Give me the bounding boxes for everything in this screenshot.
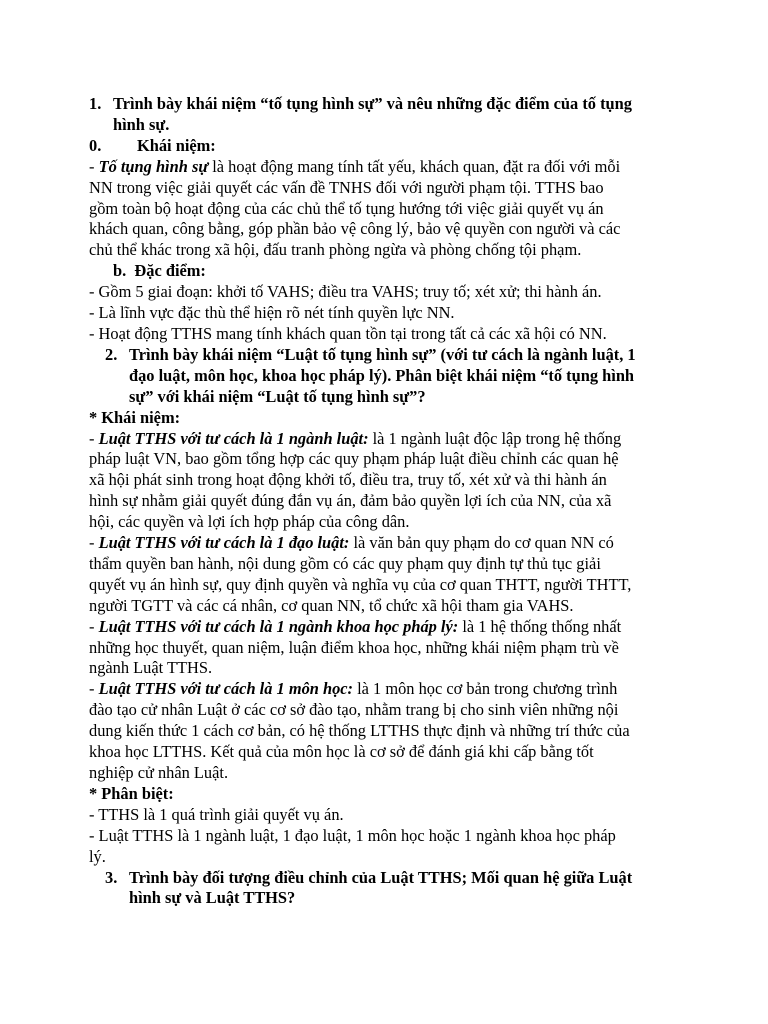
law-as-statute-line-3: quyết vụ án hình sự, quy định quyền và nghĩa vụ của cơ quan THTT, người THTT, xyxy=(89,574,632,594)
section-features-number: b. xyxy=(113,261,127,281)
question-1-text-line-1: Trình bày khái niệm “tố tụng hình sự” và nêu những đặc điểm của tố tụng xyxy=(113,94,632,113)
law-as-branch-line-5: hội, các quyền và lợi ích hợp pháp của công dân. xyxy=(89,512,410,532)
dash: - xyxy=(89,533,99,553)
definition-line-5: chủ thể khác trong xã hội, đấu tranh phòng ngừa và phòng chống tội phạm. xyxy=(89,240,582,260)
law-as-subject-text: là 1 môn học cơ bản trong chương trình xyxy=(353,679,618,699)
section-concept-title: Khái niệm: xyxy=(137,135,216,155)
law-as-branch-line-4: hình sự nhằm giải quyết đúng đắn vụ án, đảm bảo quyền lợi ích của NN, của xã xyxy=(89,491,612,511)
question-3-heading xyxy=(89,868,689,889)
law-as-branch-line-3: xã hội phát sinh trong hoạt động khởi tố, điều tra, truy tố, xét xử và thi hành án xyxy=(89,470,607,490)
law-as-branch-line-1 xyxy=(89,429,689,450)
feature-item-2: - Là lĩnh vực đặc thù thể hiện rõ nét tính quyền lực NN. xyxy=(89,303,455,323)
question-2-text-line-1: Trình bày khái niệm “Luật tố tụng hình sự” (với tư cách là ngành luật, 1 xyxy=(129,344,636,364)
law-as-subject-line-2: đào tạo cử nhân Luật ở các cơ sở đào tạo, nhằm trang bị cho sinh viên những nội xyxy=(89,700,619,720)
definition-line-3: gồm toàn bộ hoạt động của các chủ thể tố tụng hướng tới việc giải quyết vụ án xyxy=(89,198,604,218)
definition-text: là hoạt động mang tính tất yếu, khách quan, đặt ra đối với mỗi xyxy=(208,156,621,176)
question-3-text-line-1: Trình bày đối tượng điều chỉnh của Luật TTHS; Mối quan hệ giữa Luật xyxy=(129,867,633,887)
distinction-line-3: lý. xyxy=(89,846,106,866)
definition-term: Tố tụng hình sự xyxy=(98,156,209,176)
question-3-text-line-2: hình sự và Luật TTHS? xyxy=(129,888,296,908)
distinction-line-2: - Luật TTHS là 1 ngành luật, 1 đạo luật, 1 môn học hoặc 1 ngành khoa học pháp xyxy=(89,825,616,845)
law-as-subject-term: Luật TTHS với tư cách là 1 môn học: xyxy=(98,679,354,699)
concept-heading: * Khái niệm: xyxy=(89,407,181,427)
law-as-statute-term: Luật TTHS với tư cách là 1 đạo luật: xyxy=(98,533,350,553)
question-2-number: 2. xyxy=(105,344,118,364)
definition-line-4: khách quan, công bằng, góp phần bảo vệ công lý, bảo vệ quyền con người và các xyxy=(89,219,621,239)
law-as-science-line-2: những học thuyết, quan niệm, luận điểm khoa học, những khái niệm phạm trù về xyxy=(89,637,619,657)
feature-item-3: - Hoạt động TTHS mang tính khách quan tồn tại trong tất cả các xã hội có NN. xyxy=(89,323,607,343)
feature-item-1: - Gồm 5 giai đoạn: khởi tố VAHS; điều tra VAHS; truy tố; xét xử; thi hành án. xyxy=(89,282,602,302)
distinction-heading: * Phân biệt: xyxy=(89,783,174,803)
question-2-heading xyxy=(89,345,689,366)
question-1-text-line-2: hình sự. xyxy=(113,114,170,134)
section-concept-number: 0. xyxy=(89,135,102,155)
law-as-branch-line-2: pháp luật VN, bao gồm tổng hợp các quy phạm pháp luật điều chỉnh các quan hệ xyxy=(89,449,619,469)
law-as-branch-text: là 1 ngành luật độc lập trong hệ thống xyxy=(368,428,622,448)
section-concept-heading xyxy=(89,136,689,157)
dash: - xyxy=(89,428,99,448)
law-as-subject-line-3: dung kiến thức 1 cách cơ bản, có hệ thống LTTHS thực định và những trí thức của xyxy=(89,721,630,741)
section-features-heading xyxy=(89,261,689,282)
question-1-heading xyxy=(89,94,689,115)
law-as-statute-line-4: người TGTT và các cá nhân, cơ quan NN, tổ chức xã hội tham gia VAHS. xyxy=(89,595,574,615)
law-as-science-line-1 xyxy=(89,617,689,638)
law-as-subject-line-1 xyxy=(89,679,689,700)
law-as-subject-line-4: khoa học LTTHS. Kết quả của môn học là cơ sở để đánh giá khi cấp bằng tốt xyxy=(89,742,594,762)
law-as-branch-term: Luật TTHS với tư cách là 1 ngành luật: xyxy=(98,428,369,448)
law-as-science-text: là 1 hệ thống thống nhất xyxy=(458,616,622,636)
section-features-title: Đặc điểm: xyxy=(134,261,206,281)
definition-line-2: NN trong việc giải quyết các vấn đề TNHS đối với người phạm tội. TTHS bao xyxy=(89,177,604,197)
law-as-science-line-3: ngành Luật TTHS. xyxy=(89,658,213,678)
law-as-statute-line-1 xyxy=(89,533,689,554)
law-as-statute-line-2: thẩm quyền ban hành, nội dung gồm có các quy phạm quy định tự thủ tục giải xyxy=(89,553,601,573)
definition-line-1 xyxy=(89,157,689,178)
law-as-subject-line-5: nghiệp cử nhân Luật. xyxy=(89,763,229,782)
dash: - xyxy=(89,679,99,699)
dash: - xyxy=(89,616,99,636)
document-content xyxy=(89,94,689,909)
question-2-text-line-2: đạo luật, môn học, khoa học pháp lý). Phân biệt khái niệm “tố tụng hình xyxy=(129,365,635,385)
distinction-line-1: - TTHS là 1 quá trình giải quyết vụ án. xyxy=(89,804,344,824)
question-3-number: 3. xyxy=(105,867,118,887)
law-as-statute-text: là văn bản quy phạm do cơ quan NN có xyxy=(349,533,614,553)
question-1-number: 1. xyxy=(89,94,102,113)
dash: - xyxy=(89,156,99,176)
law-as-science-term: Luật TTHS với tư cách là 1 ngành khoa học pháp lý: xyxy=(98,616,459,636)
question-2-text-line-3: sự” với khái niệm “Luật tố tụng hình sự”? xyxy=(129,386,426,406)
